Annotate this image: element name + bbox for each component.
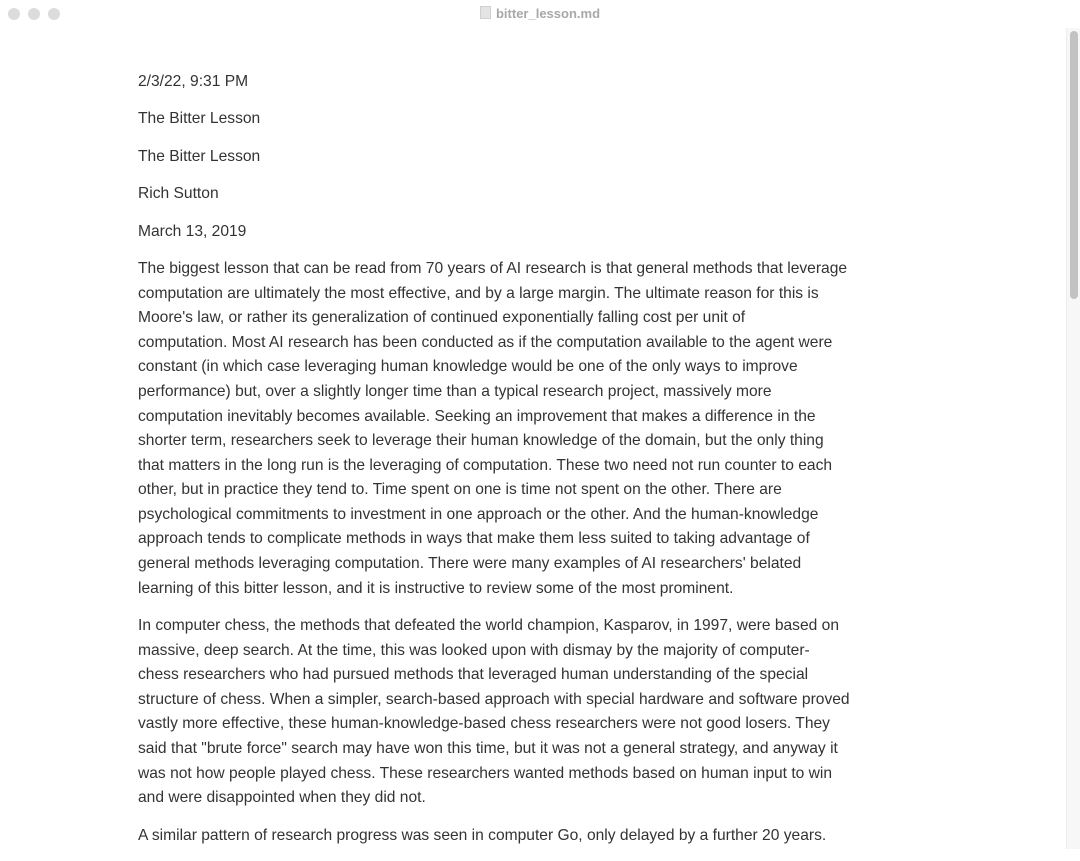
text-line: computation. Most AI research has been conducted as if the computation available to the agent were (138, 333, 833, 351)
text-line: that matters in the long run is the leveraging of computation. These two need not run counter to each (138, 456, 833, 474)
text-line: performance) but, over a slightly longer time than a typical research project, massively more (138, 382, 772, 400)
text-line: computation inevitably becomes available. Seeking an improvement that makes a difference in the (138, 407, 816, 425)
paragraph (138, 257, 1058, 601)
text-line: other, but in practice they tend to. Time spent on one is time not spent on the other. There are (138, 481, 782, 499)
paragraph (138, 614, 1058, 811)
document-icon (480, 6, 491, 19)
paragraph (138, 824, 1058, 849)
text-line: learning of this bitter lesson, and it is instructive to review some of the most prominent. (138, 579, 734, 597)
text-line: constant (in which case leveraging human knowledge would be one of the only ways to improve (138, 358, 798, 376)
text-line: In computer chess, the methods that defeated the world champion, Kasparov, in 1997, were based on (138, 617, 839, 635)
text-line: A similar pattern of research progress was seen in computer Go, only delayed by a further 20 years. (138, 826, 827, 844)
header-line: The Bitter Lesson (138, 147, 261, 165)
text-line: vastly more effective, these human-knowledge-based chess researchers were not good losers. They (138, 715, 830, 733)
text-line: was not how people played chess. These researchers wanted methods based on human input to win (138, 764, 833, 782)
header-line: March 13, 2019 (138, 222, 247, 240)
document-content (138, 70, 1058, 861)
text-line: chess researchers who had pursued methods that leveraged human understanding of the special (138, 666, 809, 684)
text-line: said that "brute force" search may have won this time, but it was not a general strategy, and anyway it (138, 740, 838, 758)
header-line: 2/3/22, 9:31 PM (138, 73, 249, 90)
text-line: massive, deep search. At the time, this was looked upon with dismay by the majority of computer- (138, 641, 810, 659)
text-line: structure of chess. When a simpler, search-based approach with special hardware and software proved (138, 690, 850, 708)
header-line: Rich Sutton (138, 185, 219, 203)
text-line: The biggest lesson that can be read from 70 years of AI research is that general methods that leverage (138, 259, 848, 277)
scrollbar-thumb[interactable] (1070, 31, 1078, 299)
window-title-text: bitter_lesson.md (495, 6, 601, 21)
title-bar (0, 0, 1080, 28)
text-line: general methods leveraging computation. There were many examples of AI researchers' belated (138, 555, 802, 573)
header-line: The Bitter Lesson (138, 110, 261, 128)
text-line: and were disappointed when they did not. (138, 789, 426, 807)
text-line: computation are ultimately the most effective, and by a large margin. The ultimate reason for this is (138, 284, 819, 302)
vertical-scrollbar[interactable] (1066, 28, 1080, 849)
text-line: approach tends to complicate methods in ways that make them less suited to taking advantage of (138, 530, 810, 548)
text-line: psychological commitments to investment in one approach or the other. And the human-knowledge (138, 505, 819, 523)
text-line: shorter term, researchers seek to leverage their human knowledge of the domain, but the only thing (138, 432, 824, 450)
window-title (0, 6, 1080, 21)
text-line: Moore's law, or rather its generalization of continued exponentially falling cost per unit of (138, 309, 746, 327)
